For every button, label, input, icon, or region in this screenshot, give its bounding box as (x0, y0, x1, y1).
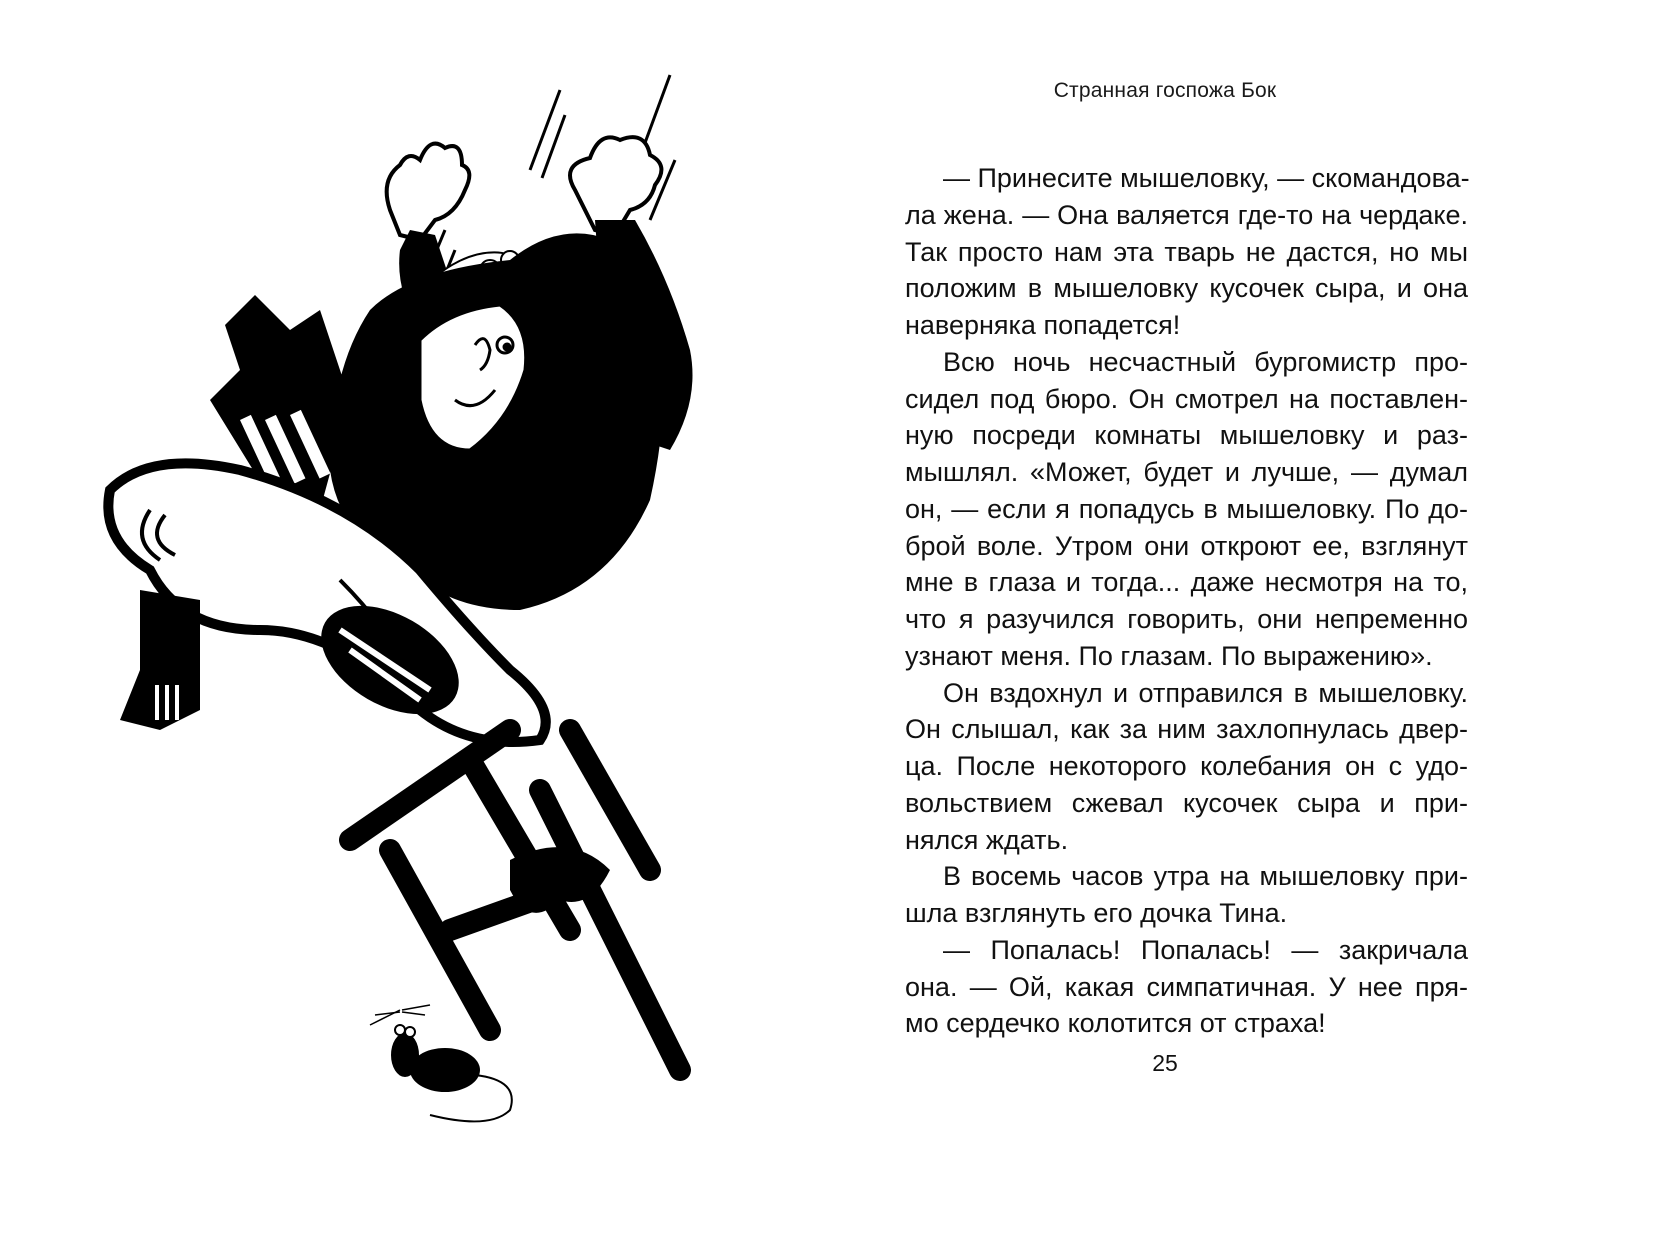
paragraph (905, 675, 1468, 859)
text-line: сидел под бюро. Он смотрел на поставлен- (905, 383, 1468, 414)
text-line: — Принесите мышеловку, — скомандова- (943, 163, 1470, 193)
body-text (905, 160, 1468, 1042)
text-line: мышлял. «Может, будет и лучше, — думал (905, 457, 1468, 487)
text-line: он, — если я попадусь в мышеловку. По до- (905, 493, 1468, 524)
text-line: Он слышал, как за ним захлопнулась двер- (905, 714, 1468, 745)
text-line: Так просто нам эта тварь не дастся, но мы (905, 236, 1468, 267)
text-line: вольствием сжевал кусочек сыра и при- (905, 787, 1468, 818)
paragraph (905, 932, 1468, 1042)
text-line: — Попалась! Попалась! — закричала (943, 934, 1468, 965)
striped-leg-left (120, 590, 200, 730)
text-line: нялся ждать. (905, 824, 1069, 855)
text-line: наверняка попадется! (905, 310, 1181, 340)
text-line: узнают меня. По глазам. По выражению». (905, 640, 1433, 671)
text-line: что я разучился говорить, они непременно (905, 604, 1468, 634)
text-line: Он вздохнул и отправился в мышеловку. (943, 677, 1468, 708)
text-line: брой воле. Утром они откроют ее, взглянут (905, 530, 1468, 561)
page-number: 25 (1152, 1050, 1178, 1076)
text-line: мо сердечко колотится от страха! (905, 1008, 1326, 1039)
text-line: шла взглянуть его дочка Тина. (905, 898, 1288, 928)
paragraph (905, 344, 1468, 675)
paragraph (905, 858, 1468, 932)
tipping-chair (350, 730, 680, 1070)
text-line: ца. После некоторого колебания он с удо- (905, 751, 1468, 781)
left-hand (387, 144, 470, 240)
text-line: В восемь часов утра на мышеловку при- (943, 861, 1468, 892)
text-line: мне в глаза и тогда... даже несмотря на то, (905, 567, 1468, 598)
running-head-title: Странная госпожа Бок (1053, 79, 1277, 102)
text-line: ную посреди комнаты мышеловку и раз- (905, 420, 1468, 451)
text-line: положим в мышеловку кусочек сыра, и она (905, 273, 1468, 304)
text-line: она. — Ой, какая симпатичная. У нее пря- (905, 971, 1468, 1002)
text-line: ла жена. — Она валяется где-то на чердаке. (905, 199, 1468, 230)
illustration-woman-on-chair (90, 70, 790, 1130)
paragraph (905, 160, 1468, 344)
text-line: Всю ночь несчастный бургомистр про- (943, 346, 1468, 377)
